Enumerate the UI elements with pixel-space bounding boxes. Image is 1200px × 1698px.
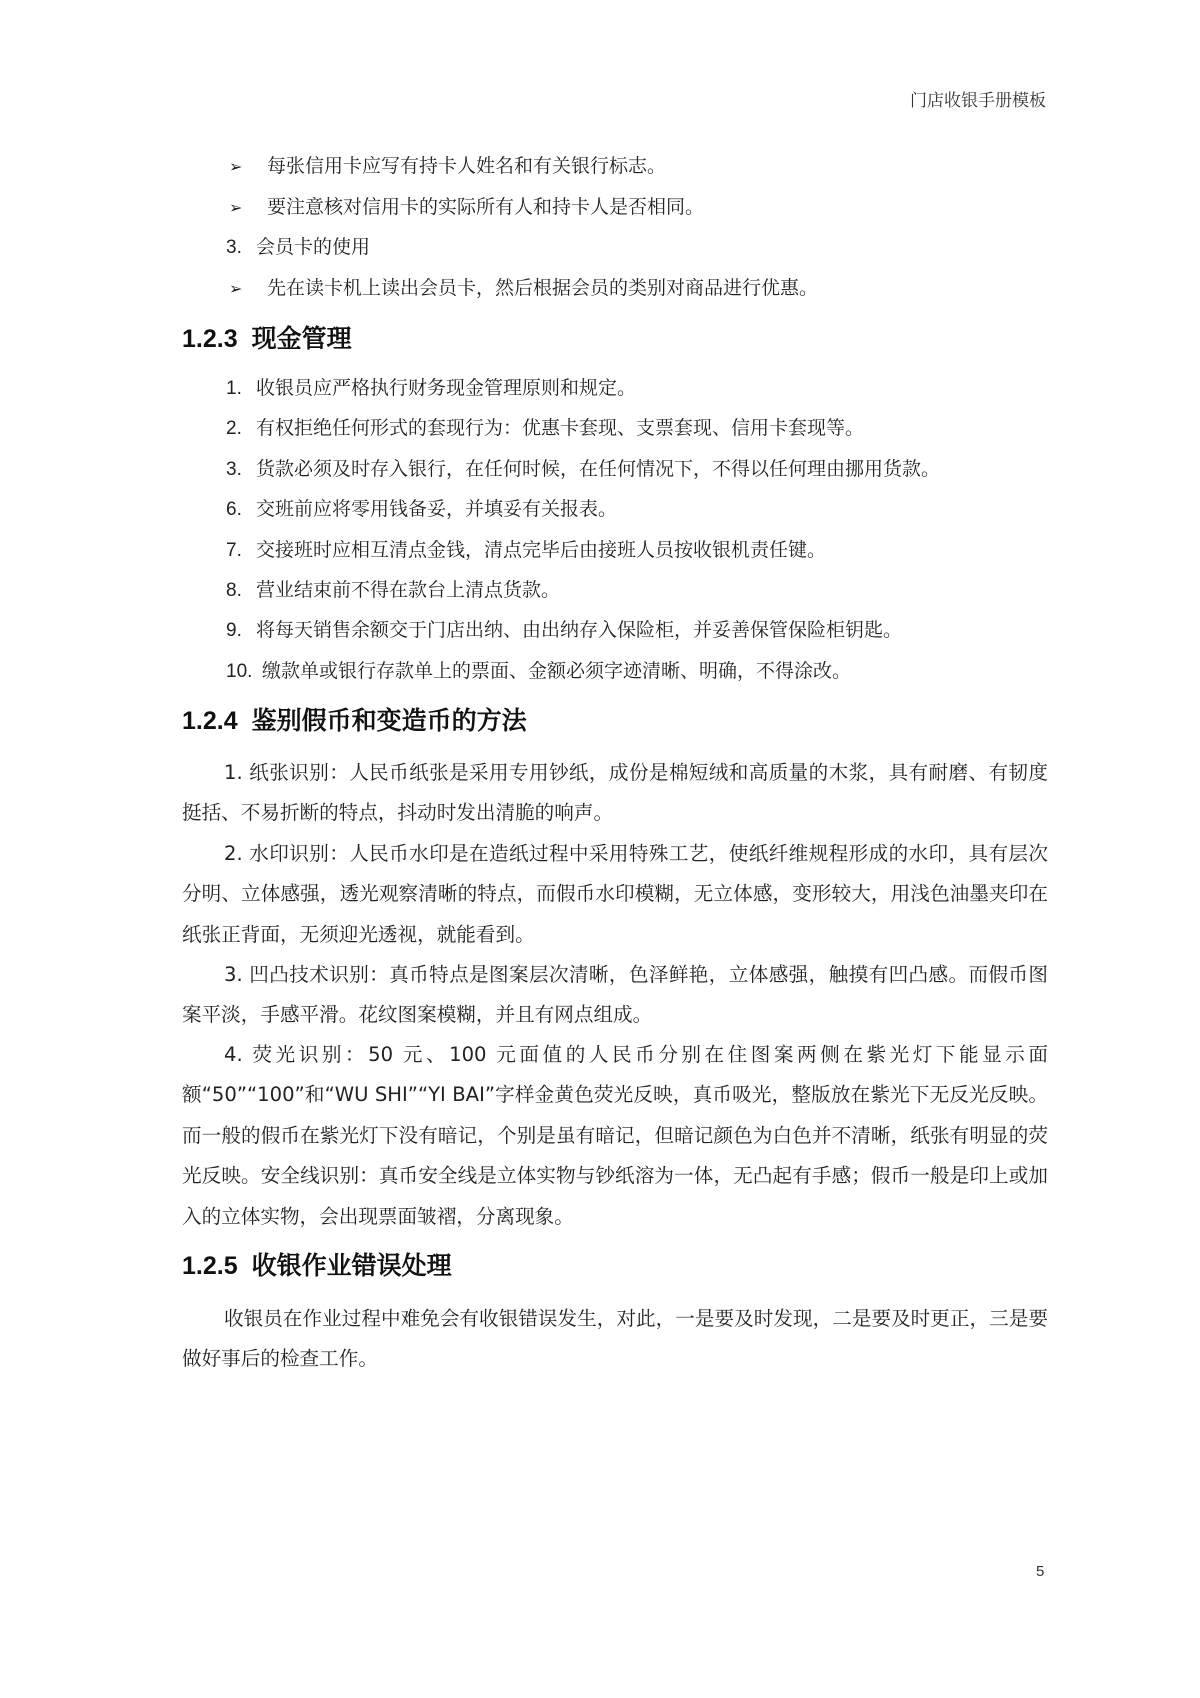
numbered-item	[226, 659, 851, 684]
item-text: 缴款单或银行存款单上的票面、金额必须字迹清晰、明确，不得涂改。	[262, 659, 852, 682]
heading-number: 1.2.4	[182, 707, 238, 735]
numbered-item	[226, 497, 617, 522]
arrow-bullet-icon: ➢	[229, 279, 243, 298]
item-text: 会员卡的使用	[256, 236, 371, 258]
heading-title: 鉴别假币和变造币的方法	[251, 706, 527, 735]
page-number: 5	[1036, 1563, 1045, 1580]
arrow-bullet-icon: ➢	[229, 198, 243, 217]
paragraph-fluorescence: 4. 荧光识别：50 元、100 元面值的人民币分别在住图案两侧在紫光灯下能显示面额“50”“100”和“WU SHI”“YI BAI”字样金黄色荧光反映，真币吸光，整版放在紫光下无反光反映。而一般的假币在紫光灯下没有暗记，个别是虽有暗记，但暗记颜色为白色并不清晰，纸张有明显的荧光反映。安全线识别：真币安全线是立体实物与钞纸溶为一体，无凸起有手感；假币一般是印上或加入的立体实物，会出现票面皱褶，分离现象。	[182, 1043, 1048, 1228]
section-heading-1-2-5	[182, 1251, 452, 1281]
item-number: 10.	[226, 660, 253, 682]
bullet-text: 每张信用卡应写有持卡人姓名和有关银行标志。	[267, 155, 667, 177]
bullet-item	[229, 154, 666, 179]
arrow-bullet-icon: ➢	[229, 157, 243, 176]
item-text: 货款必须及时存入银行，在任何时候，在任何情况下，不得以任何理由挪用货款。	[256, 457, 941, 480]
heading-title: 收银作业错误处理	[251, 1251, 452, 1280]
numbered-item	[226, 416, 864, 441]
bullet-text: 先在读卡机上读出会员卡，然后根据会员的类别对商品进行优惠。	[267, 277, 819, 299]
section-heading-1-2-3	[182, 324, 352, 354]
item-text: 交班前应将零用钱备妥，并填妥有关报表。	[256, 498, 618, 521]
item-text: 营业结束前不得在款台上清点货款。	[256, 579, 561, 601]
bullet-item	[229, 195, 704, 220]
item-text: 交接班时应相互清点金钱，清点完毕后由接班人员按收银机责任键。	[256, 538, 827, 561]
paragraph-emboss: 3. 凹凸技术识别：真币特点是图案层次清晰，色泽鲜艳，立体感强，触摸有凹凸感。而假币图案平淡，手感平滑。花纹图案模糊，并且有网点组成。	[182, 963, 1048, 1027]
item-text: 收银员应严格执行财务现金管理原则和规定。	[256, 377, 637, 399]
heading-title: 现金管理	[251, 324, 352, 353]
bullet-text: 要注意核对信用卡的实际所有人和持卡人是否相同。	[267, 196, 705, 218]
item-number: 1.	[226, 378, 242, 399]
item-number: 7.	[226, 539, 242, 561]
section-heading-1-2-4	[182, 706, 527, 736]
paragraph-watermark: 2. 水印识别：人民币水印是在造纸过程中采用特殊工艺，使纸纤维规程形成的水印，具有层次分明、立体感强，透光观察清晰的特点，而假币水印模糊，无立体感，变形较大，用浅色油墨夹印在纸张正背面，无须迎光透视，就能看到。	[182, 842, 1048, 946]
heading-number: 1.2.3	[182, 325, 238, 353]
paragraph-errors: 收银员在作业过程中难免会有收银错误发生，对此，一是要及时发现，二是要及时更正，三是要做好事后的检查工作。	[182, 1307, 1048, 1371]
item-number: 3.	[226, 458, 242, 480]
numbered-item	[226, 376, 636, 401]
paragraph-paper: 1. 纸张识别：人民币纸张是采用专用钞纸，成份是棉短绒和高质量的木浆，具有耐磨、有韧度挺括、不易折断的特点，抖动时发出清脆的响声。	[182, 761, 1048, 825]
item-number: 6.	[226, 499, 242, 521]
numbered-item	[226, 457, 940, 482]
heading-number: 1.2.5	[182, 1252, 238, 1280]
item-text: 将每天销售余额交于门店出纳、由出纳存入保险柜，并妥善保管保险柜钥匙。	[256, 619, 903, 642]
item-number: 3.	[226, 237, 242, 258]
bullet-item	[229, 276, 818, 301]
numbered-item	[226, 235, 370, 260]
numbered-item	[226, 618, 902, 643]
item-number: 2.	[226, 418, 242, 440]
item-text: 有权拒绝任何形式的套现行为：优惠卡套现、支票套现、信用卡套现等。	[256, 417, 865, 440]
running-header: 门店收银手册模板	[910, 91, 1046, 111]
item-number: 9.	[226, 620, 242, 642]
item-number: 8.	[226, 580, 242, 601]
numbered-item	[226, 578, 560, 603]
numbered-item	[226, 538, 826, 563]
